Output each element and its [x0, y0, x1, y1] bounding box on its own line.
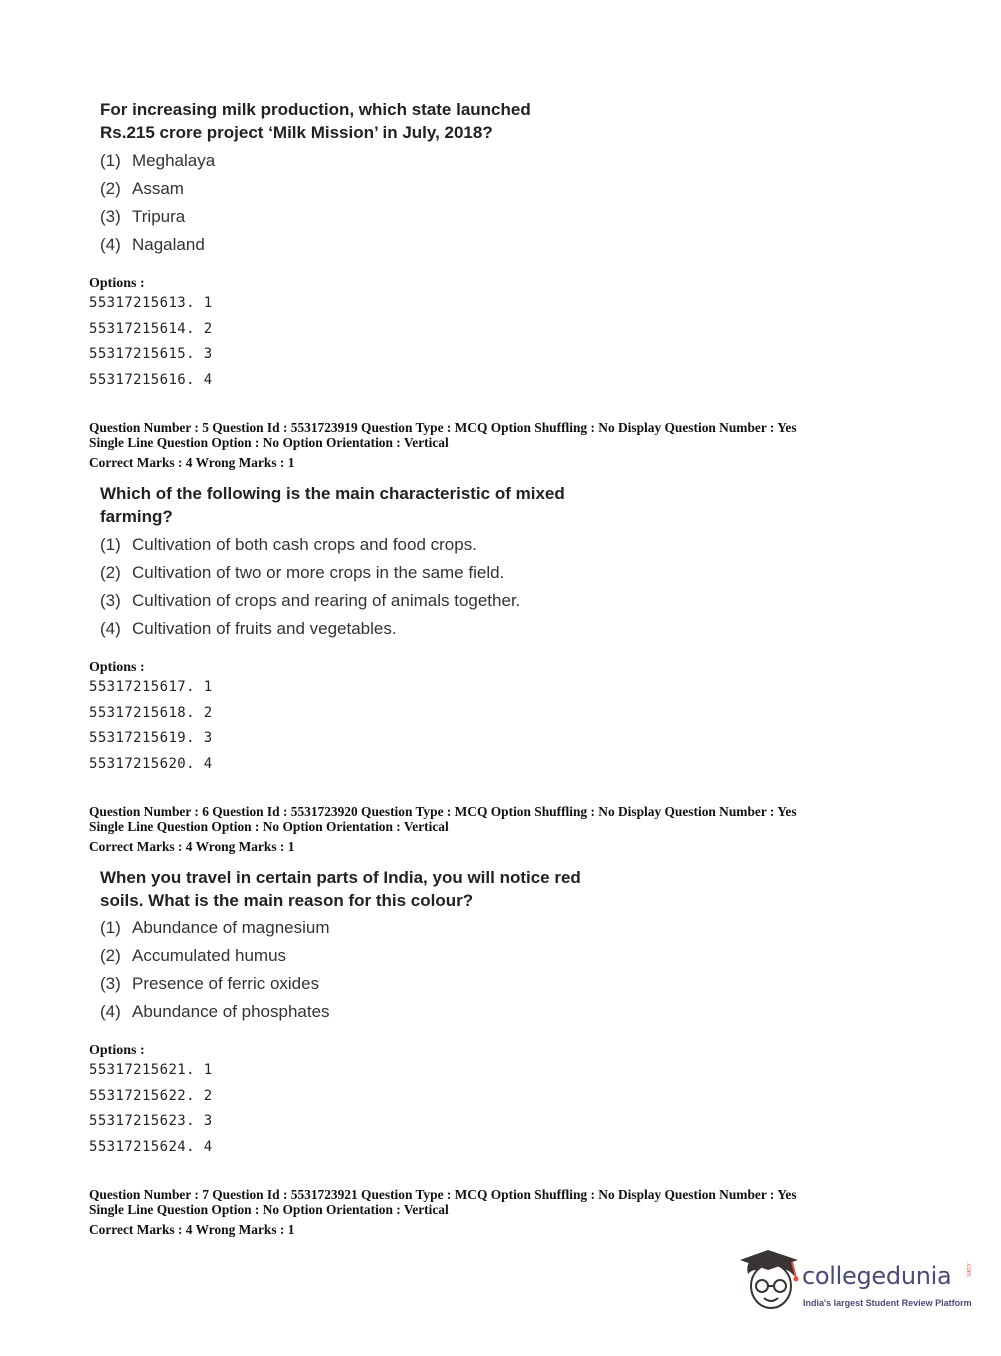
choice-item: (1) Cultivation of both cash crops and food crops.: [100, 535, 477, 554]
meta-line: Question Number : 6 Question Id : 5531723920 Question Type : MCQ Option Shuffling : No Display Question Number : Yes: [89, 804, 797, 819]
question-6-meta: [89, 804, 797, 854]
options-label: Options :: [89, 1043, 145, 1058]
question-line: Rs.215 crore project ‘Milk Mission’ in July, 2018?: [100, 123, 493, 142]
option-id: 55317215618. 2: [89, 704, 213, 721]
collegedunia-mascot-icon: [740, 1250, 802, 1316]
question-line: Which of the following is the main characteristic of mixed: [100, 484, 565, 503]
options-list: [89, 1058, 213, 1160]
option-id: 55317215622. 2: [89, 1087, 213, 1104]
options-label: Options :: [89, 660, 145, 675]
options-list: [89, 675, 213, 777]
option-id: 55317215620. 4: [89, 755, 213, 772]
choice-item: (3) Tripura: [100, 207, 186, 226]
choice-item: (4) Cultivation of fruits and vegetables.: [100, 619, 397, 638]
choice-item: (1) Abundance of magnesium: [100, 918, 330, 937]
options-list: [89, 291, 213, 393]
option-id: 55317215616. 4: [89, 371, 213, 388]
choice-item: (3) Cultivation of crops and rearing of animals together.: [100, 591, 521, 610]
choice-item: (1) Meghalaya: [100, 151, 216, 170]
option-id: 55317215614. 2: [89, 320, 213, 337]
option-id: 55317215623. 3: [89, 1113, 213, 1129]
option-id: 55317215617. 1: [89, 679, 213, 695]
choice-item: (3) Presence of ferric oxides: [100, 974, 320, 993]
question-6-choices: [100, 914, 330, 1026]
logo-suffix: .com: [965, 1262, 972, 1277]
question-5-choices: [100, 531, 520, 643]
option-id: 55317215613. 1: [89, 295, 213, 311]
meta-line: Question Number : 7 Question Id : 5531723921 Question Type : MCQ Option Shuffling : No Display Question Number : Yes: [89, 1187, 797, 1202]
question-7-meta: [89, 1187, 797, 1237]
logo-tagline: India's largest Student Review Platform: [803, 1298, 972, 1308]
marks-line: Correct Marks : 4 Wrong Marks : 1: [89, 455, 295, 470]
choice-item: (2) Accumulated humus: [100, 946, 287, 965]
question-line: soils. What is the main reason for this colour?: [100, 891, 474, 910]
meta-line: Question Number : 5 Question Id : 5531723919 Question Type : MCQ Option Shuffling : No Display Question Number : Yes: [89, 420, 797, 435]
option-id: 55317215621. 1: [89, 1062, 213, 1078]
choice-item: (2) Cultivation of two or more crops in the same field.: [100, 563, 505, 582]
question-line: farming?: [100, 507, 173, 526]
marks-line: Correct Marks : 4 Wrong Marks : 1: [89, 1222, 295, 1237]
question-4-choices: [100, 147, 215, 259]
options-label: Options :: [89, 276, 145, 291]
question-line: For increasing milk production, which state launched: [100, 100, 531, 119]
question-5-text: [100, 482, 565, 528]
choice-item: (4) Nagaland: [100, 235, 205, 254]
choice-item: (2) Assam: [100, 179, 184, 198]
logo-wordmark: collegedunia: [802, 1262, 952, 1290]
option-id: 55317215615. 3: [89, 346, 213, 362]
meta-line: Single Line Question Option : No Option Orientation : Vertical: [89, 1202, 449, 1217]
option-id: 55317215624. 4: [89, 1138, 213, 1155]
collegedunia-logo[interactable]: [740, 1250, 980, 1320]
marks-line: Correct Marks : 4 Wrong Marks : 1: [89, 839, 295, 854]
meta-line: Single Line Question Option : No Option Orientation : Vertical: [89, 819, 449, 834]
question-line: When you travel in certain parts of India, you will notice red: [100, 868, 581, 887]
choice-item: (4) Abundance of phosphates: [100, 1002, 330, 1021]
meta-line: Single Line Question Option : No Option Orientation : Vertical: [89, 435, 449, 450]
question-6-text: [100, 866, 581, 912]
question-4-text: [100, 98, 531, 144]
question-5-meta: [89, 420, 797, 470]
option-id: 55317215619. 3: [89, 730, 213, 746]
